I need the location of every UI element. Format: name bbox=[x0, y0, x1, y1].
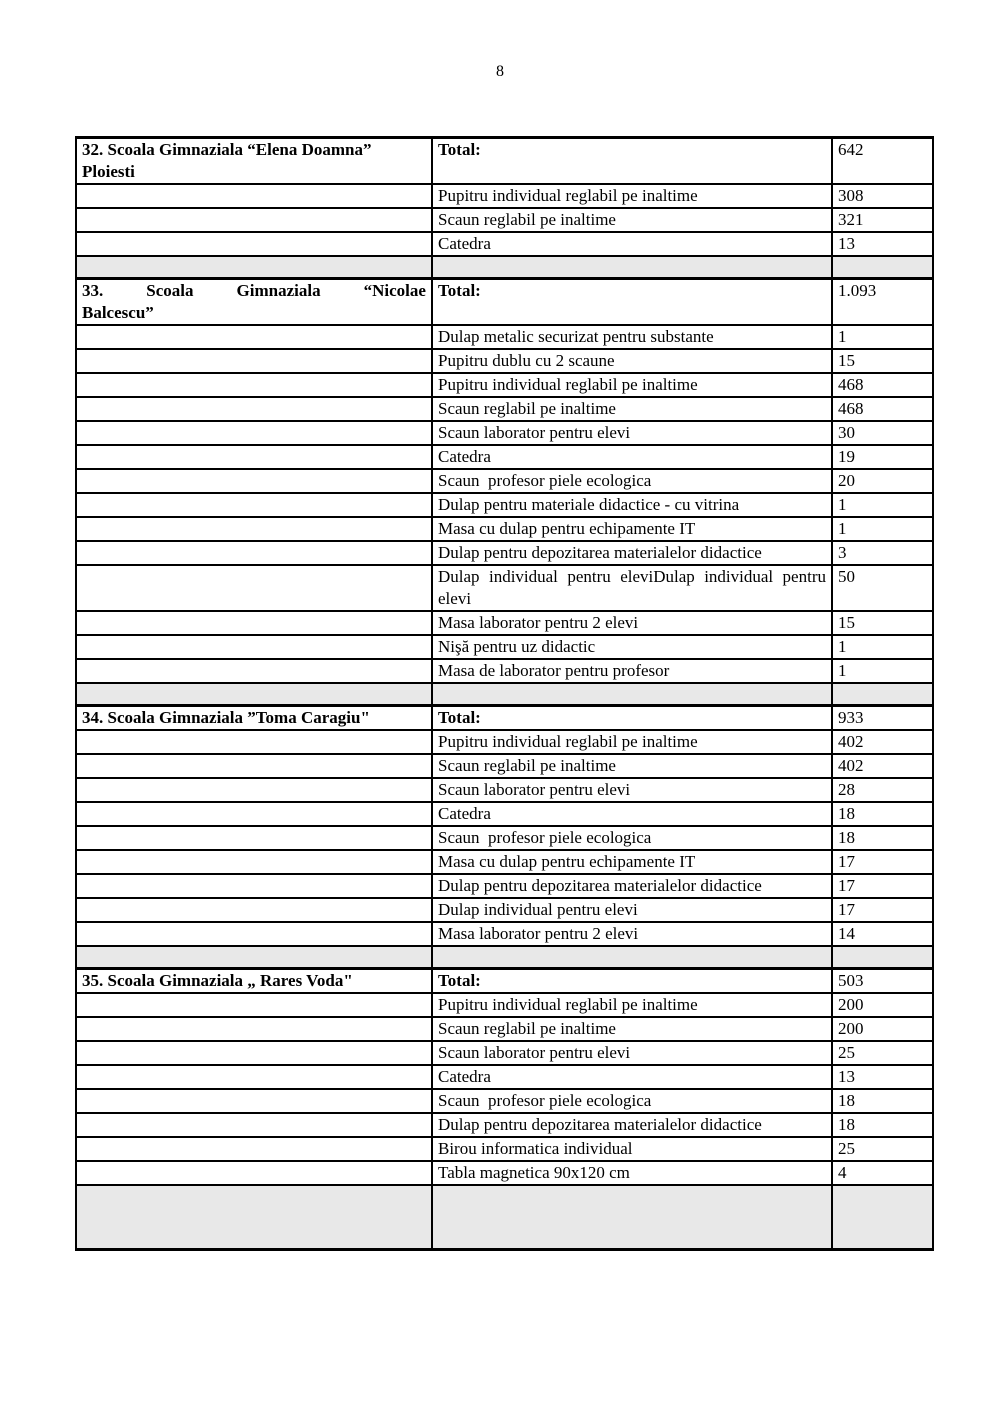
item-row bbox=[76, 469, 933, 493]
empty-cell bbox=[76, 1041, 432, 1065]
item-row bbox=[76, 850, 933, 874]
separator-cell bbox=[76, 256, 432, 279]
item-qty: 1 bbox=[832, 517, 933, 541]
item-qty: 15 bbox=[832, 349, 933, 373]
item-qty: 18 bbox=[832, 802, 933, 826]
item-row bbox=[76, 778, 933, 802]
item-qty: 1 bbox=[832, 493, 933, 517]
empty-cell bbox=[76, 826, 432, 850]
empty-cell bbox=[76, 611, 432, 635]
item-label: Nişă pentru uz didactic bbox=[432, 635, 832, 659]
item-label: Pupitru individual reglabil pe inaltime bbox=[432, 184, 832, 208]
item-label: Dulap pentru materiale didactice - cu vitrina bbox=[432, 493, 832, 517]
item-qty: 18 bbox=[832, 826, 933, 850]
item-label: Birou informatica individual bbox=[432, 1137, 832, 1161]
empty-cell bbox=[76, 1017, 432, 1041]
item-label: Scaun profesor piele ecologica bbox=[432, 1089, 832, 1113]
item-row bbox=[76, 922, 933, 946]
item-row bbox=[76, 1137, 933, 1161]
separator-cell bbox=[76, 946, 432, 969]
total-label-cell: Total: bbox=[432, 969, 832, 994]
item-qty: 17 bbox=[832, 850, 933, 874]
separator-cell bbox=[832, 1185, 933, 1250]
item-row bbox=[76, 730, 933, 754]
item-label: Scaun profesor piele ecologica bbox=[432, 469, 832, 493]
item-qty: 1 bbox=[832, 635, 933, 659]
item-label: Dulap individual pentru eleviDulap individual pentru elevi bbox=[432, 565, 832, 611]
item-label: Pupitru individual reglabil pe inaltime bbox=[432, 373, 832, 397]
empty-cell bbox=[76, 635, 432, 659]
school-name-line2: Ploiesti bbox=[82, 162, 135, 181]
total-label-cell: Total: bbox=[432, 706, 832, 731]
empty-cell bbox=[76, 421, 432, 445]
empty-cell bbox=[76, 754, 432, 778]
item-label: Scaun reglabil pe inaltime bbox=[432, 754, 832, 778]
empty-cell bbox=[76, 184, 432, 208]
item-label: Dulap metalic securizat pentru substante bbox=[432, 325, 832, 349]
school-name-cell bbox=[76, 138, 432, 185]
empty-cell bbox=[76, 493, 432, 517]
item-row bbox=[76, 373, 933, 397]
empty-cell bbox=[76, 325, 432, 349]
item-row bbox=[76, 421, 933, 445]
item-row bbox=[76, 397, 933, 421]
empty-cell bbox=[76, 541, 432, 565]
item-row bbox=[76, 754, 933, 778]
empty-cell bbox=[76, 565, 432, 611]
separator-row bbox=[76, 256, 933, 279]
item-qty: 1 bbox=[832, 659, 933, 683]
item-row bbox=[76, 1017, 933, 1041]
item-row bbox=[76, 1089, 933, 1113]
item-label: Scaun laborator pentru elevi bbox=[432, 1041, 832, 1065]
school-name-line1 bbox=[82, 280, 426, 302]
total-label-cell: Total: bbox=[432, 279, 832, 326]
empty-cell bbox=[76, 232, 432, 256]
item-qty: 468 bbox=[832, 397, 933, 421]
item-row bbox=[76, 611, 933, 635]
separator-cell bbox=[76, 683, 432, 706]
empty-cell bbox=[76, 778, 432, 802]
item-label: Tabla magnetica 90x120 cm bbox=[432, 1161, 832, 1185]
item-qty: 25 bbox=[832, 1041, 933, 1065]
item-qty: 50 bbox=[832, 565, 933, 611]
item-row bbox=[76, 232, 933, 256]
school-section-header-row bbox=[76, 706, 933, 731]
item-label: Pupitru individual reglabil pe inaltime bbox=[432, 730, 832, 754]
item-qty: 28 bbox=[832, 778, 933, 802]
item-label: Dulap individual pentru elevi bbox=[432, 898, 832, 922]
item-row bbox=[76, 802, 933, 826]
item-row bbox=[76, 1113, 933, 1137]
item-qty: 4 bbox=[832, 1161, 933, 1185]
item-qty: 308 bbox=[832, 184, 933, 208]
item-label: Masa laborator pentru 2 elevi bbox=[432, 922, 832, 946]
item-qty: 17 bbox=[832, 898, 933, 922]
item-row bbox=[76, 1041, 933, 1065]
item-row bbox=[76, 325, 933, 349]
school-name-line2: Balcescu” bbox=[82, 303, 154, 322]
item-qty: 30 bbox=[832, 421, 933, 445]
separator-cell bbox=[432, 1185, 832, 1250]
item-qty: 1 bbox=[832, 325, 933, 349]
item-label: Masa laborator pentru 2 elevi bbox=[432, 611, 832, 635]
school-name-line1: 32. Scoala Gimnaziala “Elena Doamna” bbox=[82, 140, 372, 159]
item-row bbox=[76, 184, 933, 208]
item-label: Scaun laborator pentru elevi bbox=[432, 421, 832, 445]
item-label: Catedra bbox=[432, 802, 832, 826]
item-qty: 200 bbox=[832, 993, 933, 1017]
total-value-cell: 933 bbox=[832, 706, 933, 731]
empty-cell bbox=[76, 1137, 432, 1161]
item-label: Scaun laborator pentru elevi bbox=[432, 778, 832, 802]
separator-cell bbox=[832, 256, 933, 279]
item-label: Scaun profesor piele ecologica bbox=[432, 826, 832, 850]
empty-cell bbox=[76, 349, 432, 373]
separator-row bbox=[76, 1185, 933, 1250]
school-section-header-row bbox=[76, 969, 933, 994]
item-qty: 402 bbox=[832, 754, 933, 778]
item-row bbox=[76, 874, 933, 898]
empty-cell bbox=[76, 517, 432, 541]
empty-cell bbox=[76, 1161, 432, 1185]
item-qty: 321 bbox=[832, 208, 933, 232]
item-label: Catedra bbox=[432, 232, 832, 256]
separator-cell bbox=[832, 946, 933, 969]
total-label-cell: Total: bbox=[432, 138, 832, 185]
empty-cell bbox=[76, 874, 432, 898]
item-qty: 3 bbox=[832, 541, 933, 565]
item-label: Masa cu dulap pentru echipamente IT bbox=[432, 850, 832, 874]
empty-cell bbox=[76, 1113, 432, 1137]
separator-cell bbox=[76, 1185, 432, 1250]
item-label: Dulap pentru depozitarea materialelor didactice bbox=[432, 541, 832, 565]
separator-cell bbox=[432, 256, 832, 279]
school-name-cell: 34. Scoala Gimnaziala ”Toma Caragiu" bbox=[76, 706, 432, 731]
school-name-cell bbox=[76, 279, 432, 326]
item-qty: 15 bbox=[832, 611, 933, 635]
item-qty: 18 bbox=[832, 1113, 933, 1137]
item-label: Scaun reglabil pe inaltime bbox=[432, 397, 832, 421]
item-row bbox=[76, 541, 933, 565]
item-qty: 13 bbox=[832, 1065, 933, 1089]
empty-cell bbox=[76, 469, 432, 493]
empty-cell bbox=[76, 802, 432, 826]
item-label: Dulap pentru depozitarea materialelor didactice bbox=[432, 1113, 832, 1137]
separator-cell bbox=[432, 946, 832, 969]
total-value-cell: 1.093 bbox=[832, 279, 933, 326]
empty-cell bbox=[76, 1065, 432, 1089]
separator-cell bbox=[432, 683, 832, 706]
item-row bbox=[76, 493, 933, 517]
item-qty: 17 bbox=[832, 874, 933, 898]
empty-cell bbox=[76, 850, 432, 874]
item-qty: 19 bbox=[832, 445, 933, 469]
item-label: Scaun reglabil pe inaltime bbox=[432, 208, 832, 232]
school-section-header-row bbox=[76, 279, 933, 326]
item-row bbox=[76, 517, 933, 541]
item-qty: 18 bbox=[832, 1089, 933, 1113]
school-name-word: 33. bbox=[82, 281, 104, 300]
item-label: Pupitru dublu cu 2 scaune bbox=[432, 349, 832, 373]
item-qty: 200 bbox=[832, 1017, 933, 1041]
item-row bbox=[76, 1065, 933, 1089]
empty-cell bbox=[76, 1089, 432, 1113]
empty-cell bbox=[76, 730, 432, 754]
item-label: Catedra bbox=[432, 1065, 832, 1089]
item-qty: 468 bbox=[832, 373, 933, 397]
item-label: Pupitru individual reglabil pe inaltime bbox=[432, 993, 832, 1017]
item-row bbox=[76, 208, 933, 232]
item-label: Masa de laborator pentru profesor bbox=[432, 659, 832, 683]
item-row bbox=[76, 635, 933, 659]
item-qty: 13 bbox=[832, 232, 933, 256]
item-row bbox=[76, 659, 933, 683]
item-label: Scaun reglabil pe inaltime bbox=[432, 1017, 832, 1041]
total-value-cell: 503 bbox=[832, 969, 933, 994]
empty-cell bbox=[76, 397, 432, 421]
empty-cell bbox=[76, 208, 432, 232]
page-number: 8 bbox=[496, 63, 504, 80]
item-qty: 14 bbox=[832, 922, 933, 946]
school-name-cell: 35. Scoala Gimnaziala „ Rares Voda" bbox=[76, 969, 432, 994]
empty-cell bbox=[76, 898, 432, 922]
item-row bbox=[76, 349, 933, 373]
empty-cell bbox=[76, 993, 432, 1017]
item-label: Catedra bbox=[432, 445, 832, 469]
school-name-word: “Nicolae bbox=[363, 281, 426, 300]
item-qty: 20 bbox=[832, 469, 933, 493]
item-row bbox=[76, 993, 933, 1017]
item-row bbox=[76, 445, 933, 469]
empty-cell bbox=[76, 922, 432, 946]
total-value-cell: 642 bbox=[832, 138, 933, 185]
item-label: Masa cu dulap pentru echipamente IT bbox=[432, 517, 832, 541]
item-qty: 25 bbox=[832, 1137, 933, 1161]
school-name-word: Gimnaziala bbox=[236, 281, 321, 300]
item-row bbox=[76, 898, 933, 922]
item-row bbox=[76, 565, 933, 611]
item-row bbox=[76, 1161, 933, 1185]
separator-cell bbox=[832, 683, 933, 706]
separator-row bbox=[76, 946, 933, 969]
item-row bbox=[76, 826, 933, 850]
school-name-word: Scoala bbox=[146, 281, 194, 300]
separator-row bbox=[76, 683, 933, 706]
empty-cell bbox=[76, 659, 432, 683]
empty-cell bbox=[76, 445, 432, 469]
empty-cell bbox=[76, 373, 432, 397]
item-label: Dulap pentru depozitarea materialelor didactice bbox=[432, 874, 832, 898]
inventory-table bbox=[75, 136, 934, 1251]
school-section-header-row bbox=[76, 138, 933, 185]
item-qty: 402 bbox=[832, 730, 933, 754]
